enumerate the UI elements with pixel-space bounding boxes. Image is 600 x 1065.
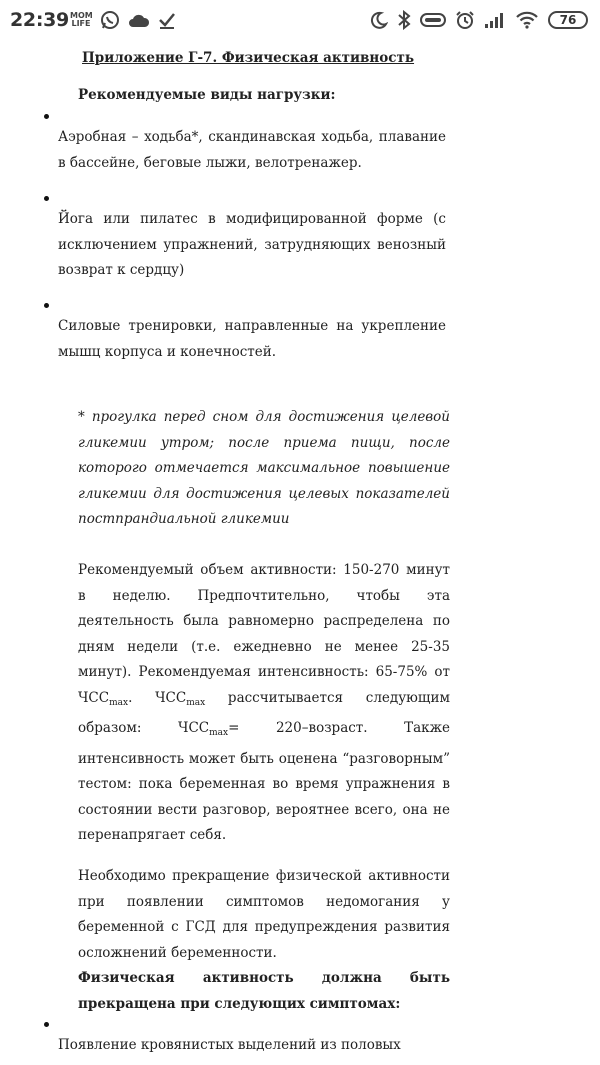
- bullet: [44, 303, 49, 308]
- system-icons: [370, 10, 588, 30]
- status-bar: [0, 0, 600, 42]
- bullet: [44, 114, 49, 119]
- moon-icon: [370, 11, 388, 29]
- bluetooth-icon: [397, 10, 411, 30]
- activity-volume-paragraph: Рекомендуемый объем активности: 150-270 минут в неделю. Предпочтительно, чтобы эта деятельность была равномерно распределена по дням недели (т.е. ежедневно не менее 25-35 минут). Рекомендуемая интенсивность: 65-75% от $ЧСС_{max}$. $ЧСС_{max}$ рассчитывается следующим образом: $ЧСС_{max}=$ 220–возраст. Также интенсивность может быть оценена “разговорным” тестом: пока беременная во время упражнения в состоянии вести разговор, вероятнее всего, она не перенапрягает себя.: [78, 562, 451, 843]
- stop-symptoms-heading: Физическая активность должна быть прекращена при следующих симптомах:: [78, 970, 450, 1012]
- list-item: Появление кровянистых выделений из половых: [58, 1037, 401, 1053]
- alarm-icon: [455, 10, 475, 30]
- bullet: [44, 196, 49, 201]
- whatsapp-icon: [100, 10, 120, 30]
- clock: 22:39: [10, 9, 69, 31]
- footnote: * прогулка перед сном для достижения целевой гликемии утром; после приема пищи, после которого отмечается максимальное повышение гликемии для достижения целевых показателей постпрандиальной гликемии: [78, 409, 450, 527]
- recommended-loads-heading: Рекомендуемые виды нагрузки:: [78, 87, 336, 103]
- battery-indicator: 76: [548, 11, 588, 29]
- signal-icon: [484, 11, 506, 29]
- battery-saver-icon: [420, 12, 446, 28]
- list-item: Аэробная – ходьба*, скандинавская ходьба, плавание в бассейне, беговые лыжи, велотренажер.: [58, 129, 446, 171]
- page-title: Приложение Г-7. Физическая активность: [82, 50, 415, 66]
- cloud-icon: [128, 12, 150, 28]
- list-item: Йога или пилатес в модифицированной форме (с исключением упражнений, затрудняющих венозный возврат к сердцу): [58, 211, 446, 278]
- list-item: Силовые тренировки, направленные на укрепление мышц корпуса и конечностей.: [58, 318, 446, 360]
- notification-icons: [70, 10, 176, 30]
- mom-life-app-icon: MOM LIFE: [70, 11, 93, 28]
- stop-activity-paragraph: Необходимо прекращение физической активности при появлении симптомов недомогания у беременной с ГСД для предупреждения развития осложнений беременности.: [78, 868, 450, 961]
- bullet: [44, 1022, 49, 1027]
- wifi-icon: [515, 11, 539, 29]
- download-done-icon: [158, 11, 176, 29]
